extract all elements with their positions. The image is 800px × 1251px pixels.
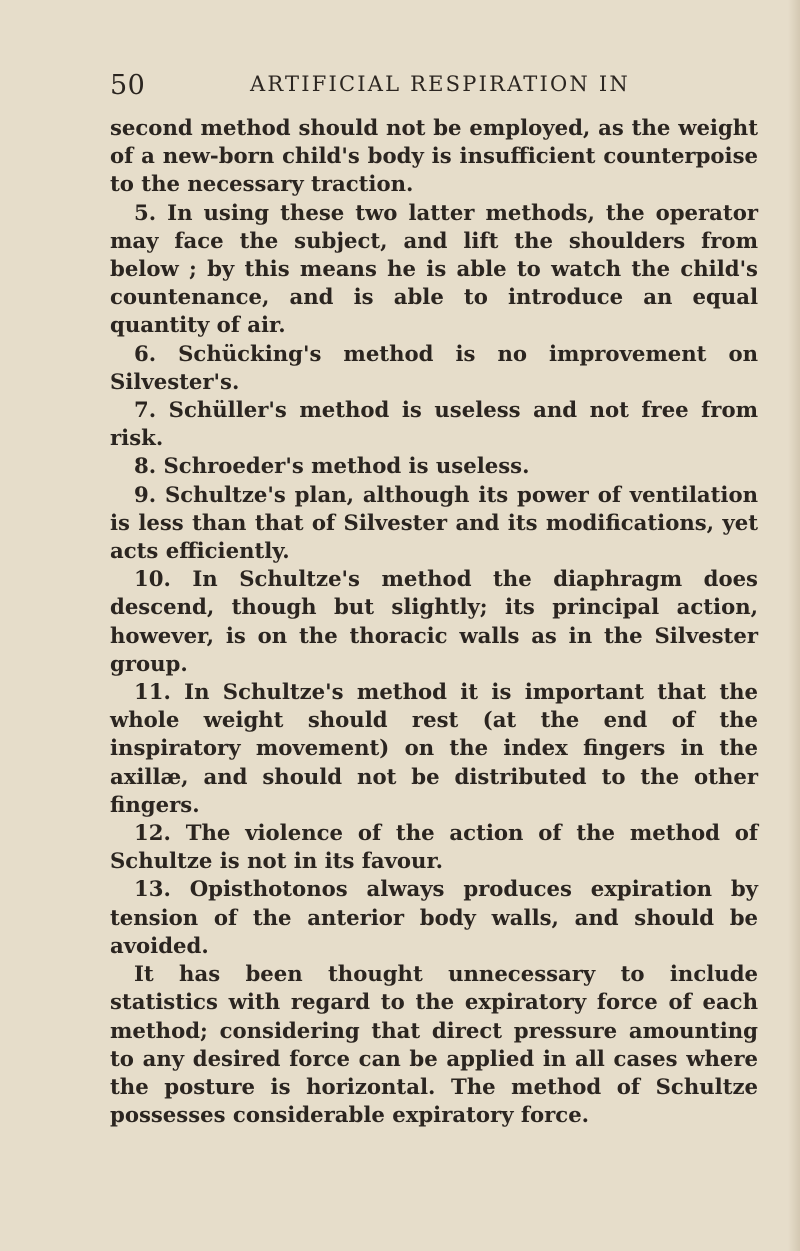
paragraph-11: 11. In Schultze's method it is important that the whole weight should rest (at the end of the inspiratory movement) on the index fingers in the axillæ, and should not be distributed to the other fingers.	[110, 679, 758, 817]
paragraph-8: 8. Schroeder's method is useless.	[134, 453, 530, 479]
paragraph-continuation: second method should not be employed, as the weight of a new-born child's body is insufficient counterpoise to the necessary traction.	[110, 115, 758, 197]
running-head: ARTIFICIAL RESPIRATION IN	[250, 72, 630, 96]
paragraph-statistics: It has been thought unnecessary to include statistics with regard to the expiratory force of each method; considering that direct pressure amounting to any desired force can be applied in all cases where the posture is horizontal. The method of Schultze possesses considerable expiratory force.	[110, 961, 758, 1128]
paragraph-5: 5. In using these two latter methods, the operator may face the subject, and lift the shoulders from below ; by this means he is able to watch the child's countenance, and is able to introduce an equal quantity of air.	[110, 199, 758, 338]
paragraph-9: 9. Schultze's plan, although its power of ventilation is less than that of Silvester and its modifications, yet acts efficiently.	[110, 481, 758, 564]
paragraph-6: 6. Schücking's method is no improvement on Silvester's.	[110, 340, 758, 394]
page-number: 50	[110, 70, 146, 101]
page-header	[110, 70, 710, 110]
paragraph-12: 12. The violence of the action of the method of Schultze is not in its favour.	[110, 820, 758, 874]
paragraph-13: 13. Opisthotonos always produces expiration by tension of the anterior body walls, and should be avoided.	[110, 876, 758, 958]
paragraph-10: 10. In Schultze's method the diaphragm does descend, though but slightly; its principal action, however, is on the thoracic walls as in the Silvester group.	[110, 566, 758, 676]
paragraph-7: 7. Schüller's method is useless and not free from risk.	[110, 397, 758, 451]
body-text	[110, 114, 758, 1129]
page-edge-shadow	[788, 0, 800, 1251]
